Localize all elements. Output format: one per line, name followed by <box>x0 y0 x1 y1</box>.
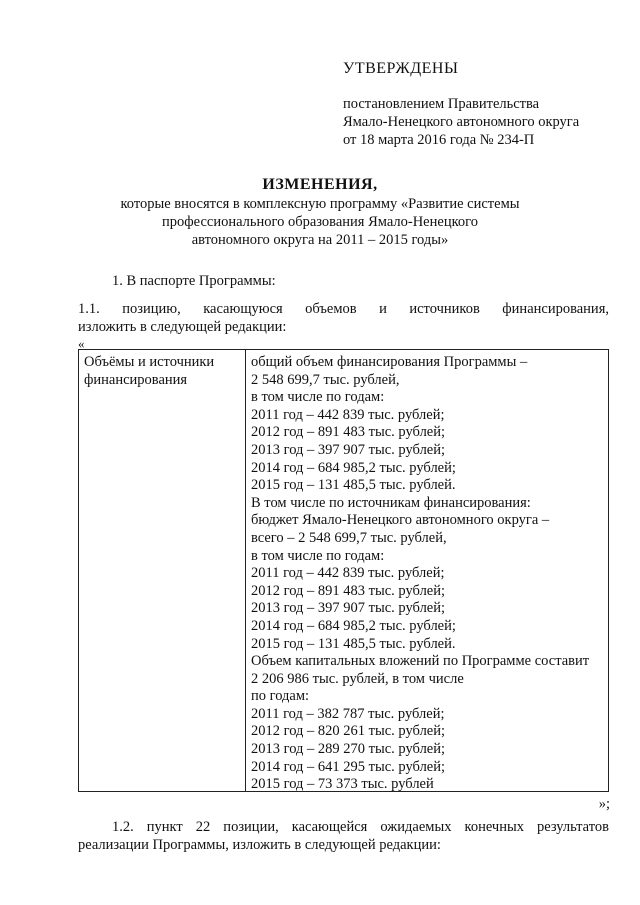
value-line: 2011 год – 442 839 тыс. рублей; <box>251 565 445 582</box>
financing-table <box>78 349 609 792</box>
value-line: 2011 год – 442 839 тыс. рублей; <box>251 406 445 423</box>
item-1-1-line1: 1.1. позицию, касающуюся объемов и источников финансирования, <box>78 301 609 317</box>
title-sub-line: автономного округа на 2011 – 2015 годы» <box>191 232 449 248</box>
value-line: в том числе по годам: <box>251 547 385 564</box>
close-quote: »; <box>598 796 610 812</box>
label-line: финансирования <box>84 371 188 388</box>
item-1-2-line2: реализации Программы, изложить в следующей редакции: <box>78 837 441 853</box>
table-label-cell <box>84 354 242 389</box>
value-line: 2012 год – 891 483 тыс. рублей; <box>251 424 446 441</box>
title-main: ИЗМЕНЕНИЯ, <box>262 176 378 193</box>
value-line: 2015 год – 131 485,5 тыс. рублей. <box>251 635 456 652</box>
value-line: 2011 год – 382 787 тыс. рублей; <box>251 705 445 722</box>
table-value-cell <box>251 354 606 794</box>
value-line: 2015 год – 131 485,5 тыс. рублей. <box>251 477 456 494</box>
document-title <box>0 175 640 249</box>
item-1-2-line1: 1.2. пункт 22 позиции, касающейся ожидаемых конечных результатов <box>112 819 609 835</box>
approval-line: постановлением Правительства <box>343 96 540 112</box>
value-line: 2014 год – 684 985,2 тыс. рублей; <box>251 459 456 476</box>
section-1-heading: 1. В паспорте Программы: <box>112 273 276 289</box>
value-line: 2014 год – 684 985,2 тыс. рублей; <box>251 617 456 634</box>
value-line: 2013 год – 397 907 тыс. рублей; <box>251 600 446 617</box>
approval-line: от 18 марта 2016 года № 234-П <box>343 132 535 148</box>
value-line: всего – 2 548 699,7 тыс. рублей, <box>251 529 447 546</box>
value-line: В том числе по источникам финансирования: <box>251 494 531 511</box>
approval-block <box>343 60 579 149</box>
title-sub-line: которые вносятся в комплексную программу «Развитие системы <box>120 196 520 212</box>
value-line: в том числе по годам: <box>251 389 385 406</box>
value-line: 2012 год – 891 483 тыс. рублей; <box>251 582 446 599</box>
value-line: Объем капитальных вложений по Программе составит <box>251 653 590 670</box>
value-line: 2012 год – 820 261 тыс. рублей; <box>251 723 446 740</box>
label-line: Объёмы и источники <box>84 354 215 370</box>
open-quote: « <box>78 336 85 351</box>
value-line: 2015 год – 73 373 тыс. рублей <box>251 776 434 793</box>
value-line: общий объем финансирования Программы – <box>251 354 528 370</box>
item-1-1-line2: изложить в следующей редакции: <box>78 319 287 335</box>
value-line: 2 548 699,7 тыс. рублей, <box>251 371 400 388</box>
approval-line: Ямало-Ненецкого автономного округа <box>343 114 580 130</box>
table-column-divider <box>245 350 246 791</box>
value-line: 2 206 986 тыс. рублей, в том числе <box>251 670 464 687</box>
value-line: 2014 год – 641 295 тыс. рублей; <box>251 758 446 775</box>
value-line: 2013 год – 397 907 тыс. рублей; <box>251 441 446 458</box>
value-line: 2013 год – 289 270 тыс. рублей; <box>251 741 446 758</box>
title-sub-line: профессионального образования Ямало-Ненецкого <box>162 214 478 230</box>
value-line: по годам: <box>251 688 310 705</box>
value-line: бюджет Ямало-Ненецкого автономного округа – <box>251 512 550 529</box>
approval-heading: УТВЕРЖДЕНЫ <box>343 60 459 77</box>
